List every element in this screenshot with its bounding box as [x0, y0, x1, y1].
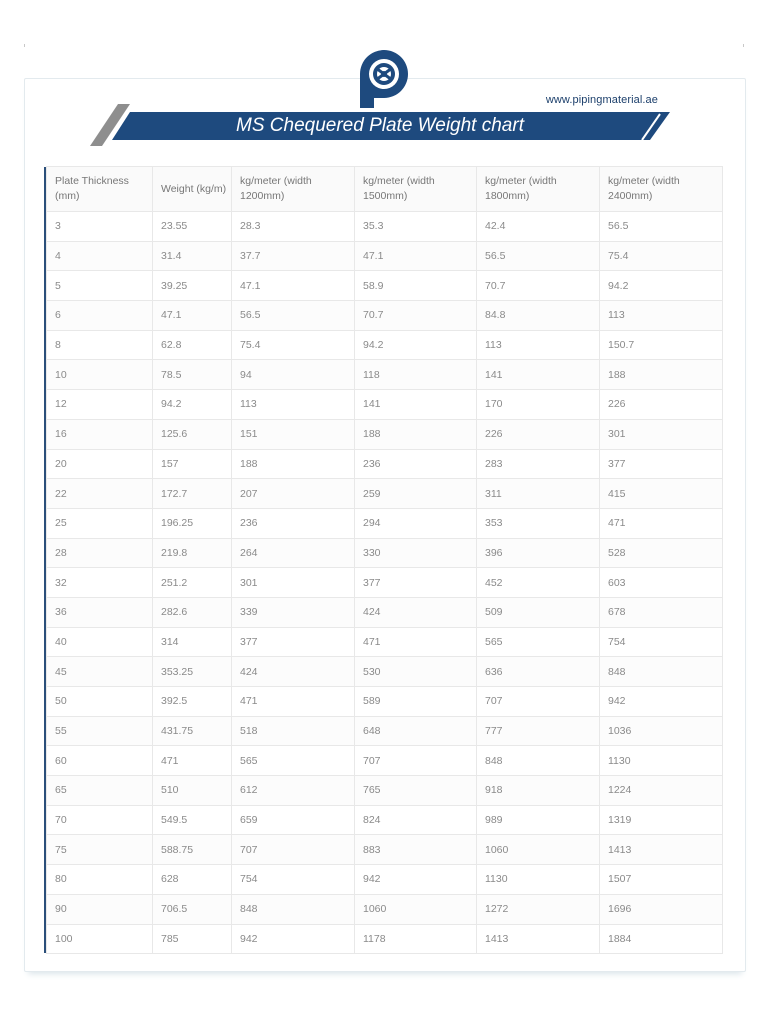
table-cell: 3 — [47, 212, 153, 242]
table-cell: 47.1 — [355, 241, 477, 271]
page-title: MS Chequered Plate Weight chart — [236, 115, 524, 136]
table-row — [47, 746, 723, 776]
table-cell: 100 — [47, 924, 153, 954]
table-row — [47, 865, 723, 895]
table-cell: 509 — [477, 597, 600, 627]
table-cell: 75.4 — [600, 241, 723, 271]
table-row — [47, 776, 723, 806]
table-cell: 431.75 — [153, 716, 232, 746]
table-cell: 188 — [600, 360, 723, 390]
table-cell: 94.2 — [153, 390, 232, 420]
table-cell: 196.25 — [153, 508, 232, 538]
table-row — [47, 212, 723, 242]
table-cell: 80 — [47, 865, 153, 895]
table-cell: 707 — [355, 746, 477, 776]
table-cell: 353.25 — [153, 657, 232, 687]
table-cell: 39.25 — [153, 271, 232, 301]
table-cell: 330 — [355, 538, 477, 568]
table-row — [47, 687, 723, 717]
table-cell: 226 — [600, 390, 723, 420]
table-cell: 47.1 — [153, 301, 232, 331]
table-cell: 78.5 — [153, 360, 232, 390]
table-cell: 707 — [232, 835, 355, 865]
table-cell: 824 — [355, 805, 477, 835]
table-cell: 60 — [47, 746, 153, 776]
table-cell: 84.8 — [477, 301, 600, 331]
table-cell: 918 — [477, 776, 600, 806]
table-cell: 236 — [232, 508, 355, 538]
table-row — [47, 449, 723, 479]
table-cell: 113 — [232, 390, 355, 420]
table-cell: 264 — [232, 538, 355, 568]
table-cell: 62.8 — [153, 330, 232, 360]
table-cell: 471 — [600, 508, 723, 538]
table-cell: 549.5 — [153, 805, 232, 835]
column-header: Plate Thickness (mm) — [47, 167, 153, 212]
table-row — [47, 627, 723, 657]
table-cell: 283 — [477, 449, 600, 479]
table-cell: 471 — [355, 627, 477, 657]
table-cell: 353 — [477, 508, 600, 538]
table-cell: 6 — [47, 301, 153, 331]
table-cell: 207 — [232, 479, 355, 509]
table-cell: 4 — [47, 241, 153, 271]
table-cell: 1272 — [477, 894, 600, 924]
table-cell: 754 — [232, 865, 355, 895]
column-header: kg/meter (width 1500mm) — [355, 167, 477, 212]
table-cell: 16 — [47, 419, 153, 449]
table-cell: 56.5 — [600, 212, 723, 242]
table-cell: 23.55 — [153, 212, 232, 242]
table-cell: 141 — [477, 360, 600, 390]
table-cell: 603 — [600, 568, 723, 598]
table-cell: 452 — [477, 568, 600, 598]
table-row — [47, 894, 723, 924]
table-cell: 424 — [232, 657, 355, 687]
table-cell: 125.6 — [153, 419, 232, 449]
table-row — [47, 271, 723, 301]
table-cell: 942 — [600, 687, 723, 717]
table-cell: 188 — [232, 449, 355, 479]
table-cell: 236 — [355, 449, 477, 479]
column-header: Weight (kg/m) — [153, 167, 232, 212]
table-cell: 765 — [355, 776, 477, 806]
table-cell: 70.7 — [477, 271, 600, 301]
table-cell: 785 — [153, 924, 232, 954]
table-cell: 301 — [232, 568, 355, 598]
table-row — [47, 657, 723, 687]
company-logo — [356, 46, 412, 108]
table-cell: 56.5 — [232, 301, 355, 331]
table-cell: 510 — [153, 776, 232, 806]
table-cell: 588.75 — [153, 835, 232, 865]
table-cell: 31.4 — [153, 241, 232, 271]
table-cell: 518 — [232, 716, 355, 746]
table-cell: 942 — [232, 924, 355, 954]
table-cell: 32 — [47, 568, 153, 598]
table-cell: 648 — [355, 716, 477, 746]
table-row — [47, 716, 723, 746]
table-cell: 8 — [47, 330, 153, 360]
table-cell: 22 — [47, 479, 153, 509]
table-row — [47, 360, 723, 390]
table-cell: 151 — [232, 419, 355, 449]
table-row — [47, 330, 723, 360]
table-row — [47, 479, 723, 509]
table-cell: 1060 — [355, 894, 477, 924]
table-cell: 1413 — [477, 924, 600, 954]
weight-table — [46, 166, 723, 954]
table-row — [47, 568, 723, 598]
table-header — [47, 167, 723, 212]
table-cell: 1130 — [477, 865, 600, 895]
table-cell: 377 — [355, 568, 477, 598]
column-header: kg/meter (width 1800mm) — [477, 167, 600, 212]
table-cell: 848 — [477, 746, 600, 776]
table-cell: 301 — [600, 419, 723, 449]
table-cell: 942 — [355, 865, 477, 895]
table-cell: 113 — [600, 301, 723, 331]
table-cell: 1224 — [600, 776, 723, 806]
table-cell: 659 — [232, 805, 355, 835]
table-cell: 565 — [477, 627, 600, 657]
table-cell: 314 — [153, 627, 232, 657]
website-url: www.pipingmaterial.ae — [545, 94, 658, 106]
table-cell: 42.4 — [477, 212, 600, 242]
column-header: kg/meter (width 2400mm) — [600, 167, 723, 212]
table-cell: 157 — [153, 449, 232, 479]
table-row — [47, 301, 723, 331]
table-cell: 10 — [47, 360, 153, 390]
table-cell: 70.7 — [355, 301, 477, 331]
table-cell: 396 — [477, 538, 600, 568]
table-cell: 311 — [477, 479, 600, 509]
table-cell: 170 — [477, 390, 600, 420]
corner-tick-right — [743, 44, 744, 47]
table-row — [47, 597, 723, 627]
table-row — [47, 419, 723, 449]
table-cell: 94 — [232, 360, 355, 390]
table-row — [47, 508, 723, 538]
table-cell: 219.8 — [153, 538, 232, 568]
table-cell: 172.7 — [153, 479, 232, 509]
table-cell: 251.2 — [153, 568, 232, 598]
table-cell: 471 — [153, 746, 232, 776]
table-cell: 628 — [153, 865, 232, 895]
table-cell: 28 — [47, 538, 153, 568]
table-cell: 471 — [232, 687, 355, 717]
table-cell: 1060 — [477, 835, 600, 865]
table-cell: 528 — [600, 538, 723, 568]
table-cell: 36 — [47, 597, 153, 627]
table-cell: 1696 — [600, 894, 723, 924]
table-cell: 1507 — [600, 865, 723, 895]
table-cell: 70 — [47, 805, 153, 835]
table-cell: 989 — [477, 805, 600, 835]
table-cell: 848 — [232, 894, 355, 924]
table-row — [47, 390, 723, 420]
table-cell: 612 — [232, 776, 355, 806]
table-cell: 294 — [355, 508, 477, 538]
table-cell: 58.9 — [355, 271, 477, 301]
table-cell: 141 — [355, 390, 477, 420]
table-cell: 20 — [47, 449, 153, 479]
table-cell: 1319 — [600, 805, 723, 835]
table-cell: 75 — [47, 835, 153, 865]
table-cell: 707 — [477, 687, 600, 717]
table-cell: 118 — [355, 360, 477, 390]
table-cell: 848 — [600, 657, 723, 687]
header-row — [47, 167, 723, 212]
table-cell: 565 — [232, 746, 355, 776]
table-cell: 12 — [47, 390, 153, 420]
table-cell: 28.3 — [232, 212, 355, 242]
table-row — [47, 835, 723, 865]
table-cell: 45 — [47, 657, 153, 687]
table-cell: 226 — [477, 419, 600, 449]
table-cell: 150.7 — [600, 330, 723, 360]
table-cell: 25 — [47, 508, 153, 538]
table-cell: 1130 — [600, 746, 723, 776]
table-body — [47, 212, 723, 954]
table-row — [47, 924, 723, 954]
table-cell: 188 — [355, 419, 477, 449]
table-cell: 1036 — [600, 716, 723, 746]
table-cell: 339 — [232, 597, 355, 627]
table-cell: 777 — [477, 716, 600, 746]
table-cell: 55 — [47, 716, 153, 746]
table-cell: 1178 — [355, 924, 477, 954]
table-row — [47, 805, 723, 835]
table-row — [47, 538, 723, 568]
table-cell: 94.2 — [355, 330, 477, 360]
table-cell: 589 — [355, 687, 477, 717]
table-cell: 706.5 — [153, 894, 232, 924]
table-cell: 392.5 — [153, 687, 232, 717]
corner-tick-left — [24, 44, 25, 47]
table-cell: 424 — [355, 597, 477, 627]
table-cell: 50 — [47, 687, 153, 717]
table-cell: 35.3 — [355, 212, 477, 242]
table-cell: 65 — [47, 776, 153, 806]
table-cell: 5 — [47, 271, 153, 301]
table-cell: 94.2 — [600, 271, 723, 301]
table-cell: 678 — [600, 597, 723, 627]
table-cell: 75.4 — [232, 330, 355, 360]
table-cell: 377 — [232, 627, 355, 657]
table-cell: 90 — [47, 894, 153, 924]
table-cell: 377 — [600, 449, 723, 479]
table-cell: 636 — [477, 657, 600, 687]
table-cell: 47.1 — [232, 271, 355, 301]
table-cell: 56.5 — [477, 241, 600, 271]
table-cell: 1413 — [600, 835, 723, 865]
table-cell: 282.6 — [153, 597, 232, 627]
table-cell: 259 — [355, 479, 477, 509]
table-cell: 40 — [47, 627, 153, 657]
column-header: kg/meter (width 1200mm) — [232, 167, 355, 212]
table-cell: 415 — [600, 479, 723, 509]
table-cell: 883 — [355, 835, 477, 865]
table-cell: 37.7 — [232, 241, 355, 271]
table-row — [47, 241, 723, 271]
table-cell: 113 — [477, 330, 600, 360]
table-cell: 530 — [355, 657, 477, 687]
table-cell: 754 — [600, 627, 723, 657]
table-cell: 1884 — [600, 924, 723, 954]
